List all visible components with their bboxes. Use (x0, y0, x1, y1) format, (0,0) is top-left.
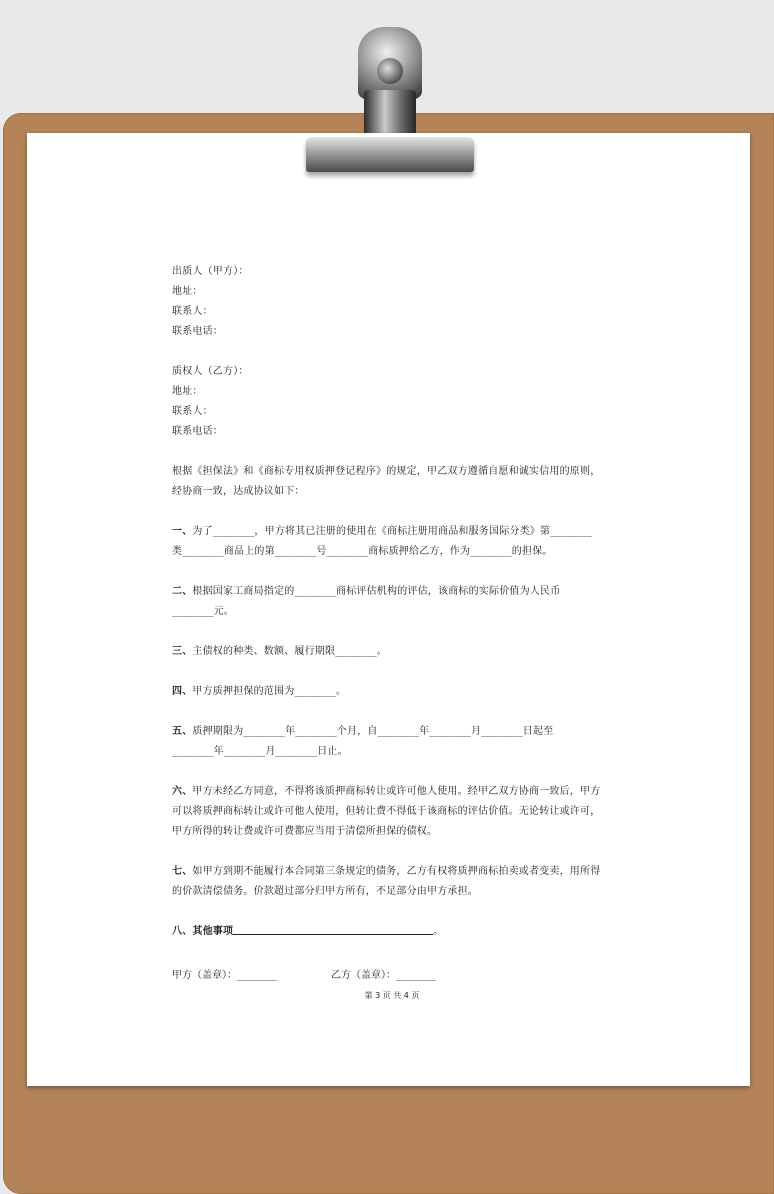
clause-8-label: 八、其他事项 (172, 926, 234, 937)
clause-6-line-2: 可以将质押商标转让或许可他人使用，但转让费不得低于该商标的评估价值。无论转让或许可， (172, 806, 601, 817)
clause-7-line-1 (172, 862, 612, 882)
clause-2-line-2: ________元。 (172, 606, 234, 617)
binder-clip-base (306, 137, 474, 172)
clause-1-line-1 (172, 522, 612, 542)
preamble-line-1: 根据《担保法》和《商标专用权质押登记程序》的规定，甲乙双方遵循自愿和诚实信用的原则， (172, 466, 601, 477)
contract-body (172, 262, 612, 942)
clause-7-line-2: 的价款清偿债务。价款超过部分归甲方所有，不足部分由甲方承担。 (172, 886, 478, 897)
clause-4-line-1 (172, 682, 612, 702)
clause-1-text-1: 为了________，甲方将其已注册的使用在《商标注册用商品和服务国际分类》第________ (192, 526, 592, 537)
clause-3-line-1 (172, 642, 612, 662)
clause-1-line-2: 类________商品上的第________号________商标质押给乙方，作为________的担保。 (172, 546, 553, 557)
party-a-phone: 联系电话： (172, 326, 223, 337)
clause-2-number: 二、 (172, 586, 193, 597)
clause-2-text-1: 根据国家工商局指定的________商标评估机构的评估，该商标的实际价值为人民币 (192, 586, 561, 597)
clause-6-number: 六、 (172, 786, 193, 797)
clause-5-line-1 (172, 722, 612, 742)
party-b-address: 地址： (172, 386, 203, 397)
preamble-line-2: 经协商一致，达成协议如下： (172, 486, 305, 497)
clause-2-line-1 (172, 582, 612, 602)
clause-3-text-1: 主债权的种类、数额、履行期限________。 (192, 646, 388, 657)
clause-3-number: 三、 (172, 646, 193, 657)
page-footer: 第 3 页 共 4 页 (364, 991, 420, 1000)
clause-8-blank (233, 922, 433, 935)
clause-8-line (172, 922, 612, 942)
party-a-address: 地址： (172, 286, 203, 297)
clause-5-number: 五、 (172, 726, 193, 737)
party-a-contact: 联系人： (172, 306, 213, 317)
clause-8-end: 。 (433, 926, 444, 937)
party-b-title: 质权人（乙方）： (172, 366, 249, 377)
party-b-contact: 联系人： (172, 406, 213, 417)
clause-6-line-3: 甲方所得的转让费或许可费都应当用于清偿所担保的债权。 (172, 826, 438, 837)
clause-4-number: 四、 (172, 686, 193, 697)
party-b-phone: 联系电话： (172, 426, 223, 437)
clause-7-text-1: 如甲方到期不能履行本合同第三条规定的债务，乙方有权将质押商标拍卖或者变卖，用所得 (192, 866, 601, 877)
signature-party-a: 甲方（盖章）：________ (172, 970, 277, 981)
signature-party-b: 乙方（盖章）：________ (331, 970, 436, 981)
clause-5-line-2: ________年________月________日止。 (172, 746, 348, 757)
clause-5-text-1: 质押期限为________年________个月，自________年________月________日起至 (192, 726, 554, 737)
clause-7-number: 七、 (172, 866, 193, 877)
binder-clip-hole (377, 58, 403, 84)
clause-1-number: 一、 (172, 526, 193, 537)
clause-6-line-1 (172, 782, 612, 802)
clause-6-text-1: 甲方未经乙方同意，不得将该质押商标转让或许可他人使用。经甲乙双方协商一致后，甲方 (192, 786, 601, 797)
clause-4-text-1: 甲方质押担保的范围为________。 (192, 686, 347, 697)
party-a-title: 出质人（甲方）： (172, 266, 249, 277)
